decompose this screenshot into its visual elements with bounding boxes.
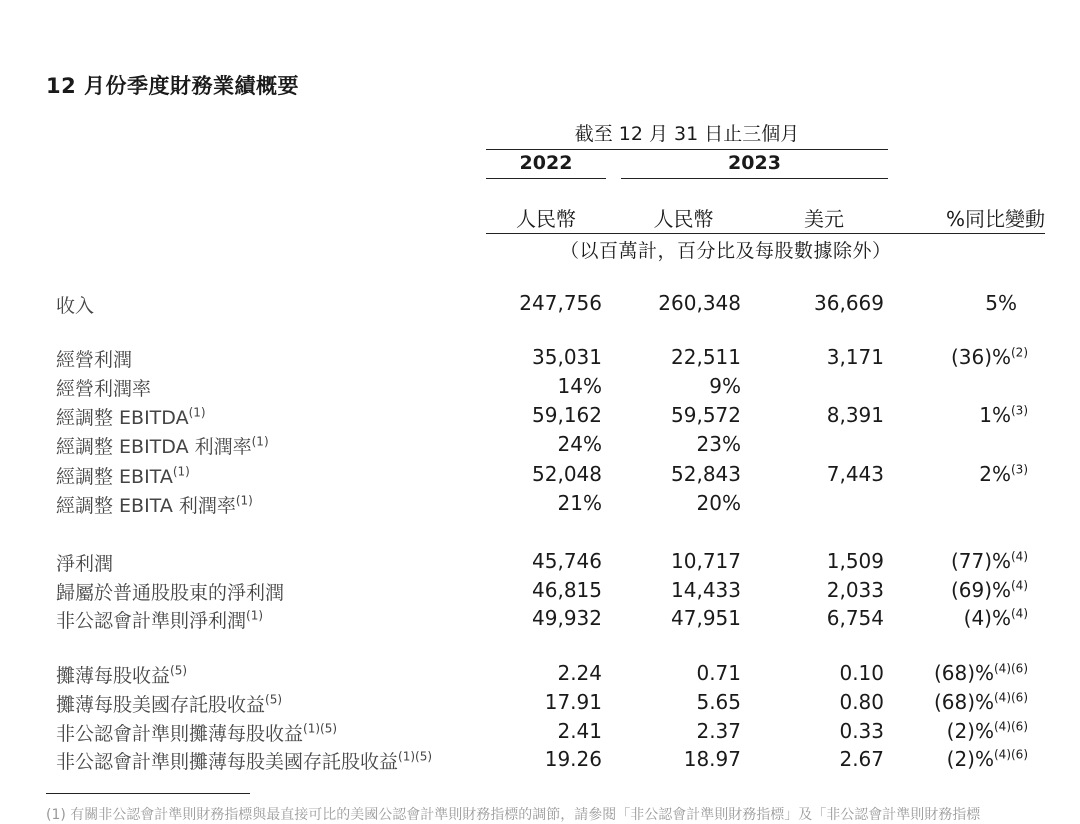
table-row: [0, 719, 1080, 749]
row-label-footnote-ref: (5): [265, 692, 283, 707]
yoy-change-text: (4)%: [963, 606, 1011, 630]
value-2022-rmb: 24%: [557, 432, 602, 456]
value-yoy-change: [979, 403, 1028, 427]
row-label: [56, 747, 432, 774]
value-2022-rmb: 2.41: [557, 719, 602, 743]
value-2022-rmb: 14%: [557, 374, 602, 398]
value-2022-rmb: 46,815: [532, 578, 602, 602]
row-label-text: 經調整 EBITA: [56, 466, 173, 488]
yoy-footnote-ref: (4)(6): [994, 747, 1028, 762]
value-2022-rmb: 21%: [557, 491, 602, 515]
footnote-rule: [46, 793, 250, 794]
table-row: [0, 747, 1080, 777]
value-2022-rmb: 52,048: [532, 462, 602, 486]
row-label-footnote-ref: (5): [170, 663, 188, 678]
value-2022-rmb: 247,756: [519, 291, 602, 315]
row-label-text: 經營利潤: [56, 349, 133, 371]
yoy-change-text: (77)%: [950, 549, 1011, 573]
yoy-footnote-ref: (2): [1011, 345, 1028, 360]
row-label-text: 淨利潤: [56, 553, 114, 575]
value-2023-usd: 1,509: [826, 549, 884, 573]
table-row: [0, 432, 1080, 462]
value-2023-usd: 3,171: [826, 345, 884, 369]
value-yoy-change: [951, 578, 1028, 602]
value-2023-rmb: 2.37: [696, 719, 741, 743]
value-yoy-change: [951, 345, 1028, 369]
value-2022-rmb: 2.24: [557, 661, 602, 685]
value-yoy-change: [947, 719, 1028, 743]
row-label: [56, 432, 269, 459]
value-2023-usd: 6,754: [826, 606, 884, 630]
row-label: [56, 578, 284, 605]
value-2023-usd: 2,033: [826, 578, 884, 602]
table-row: [0, 549, 1080, 579]
row-label-footnote-ref: (1)(5): [303, 721, 338, 736]
row-label: [56, 606, 263, 633]
yoy-footnote-ref: (3): [1011, 403, 1028, 418]
row-label: [56, 291, 94, 318]
row-label-text: 非公認會計準則淨利潤: [56, 610, 247, 632]
value-2022-rmb: 49,932: [532, 606, 602, 630]
yoy-footnote-ref: (3): [1011, 462, 1028, 477]
value-2023-usd: 2.67: [839, 747, 884, 771]
value-yoy-change: [934, 661, 1028, 685]
value-2023-usd: 0.80: [839, 690, 884, 714]
value-2023-usd: 0.10: [839, 661, 884, 685]
yoy-footnote-ref: (4): [1011, 578, 1028, 593]
yoy-change-text: 5%: [985, 291, 1017, 315]
row-label: [56, 345, 132, 372]
value-2022-rmb: 35,031: [532, 345, 602, 369]
row-label-text: 經調整 EBITA 利潤率: [56, 495, 236, 517]
value-2023-rmb: 260,348: [658, 291, 741, 315]
row-label: [56, 661, 187, 688]
row-label: [56, 719, 337, 746]
value-2023-rmb: 52,843: [671, 462, 741, 486]
value-2023-usd: 7,443: [826, 462, 884, 486]
yoy-change-text: (68)%: [933, 690, 994, 714]
value-2023-rmb: 20%: [696, 491, 741, 515]
yoy-footnote-ref: (4)(6): [994, 690, 1028, 705]
row-label-text: 經調整 EBITDA: [56, 407, 189, 429]
row-label-text: 非公認會計準則攤薄每股收益: [56, 723, 304, 745]
value-yoy-change: [947, 747, 1028, 771]
page-title: 12 月份季度財務業績概要: [46, 74, 300, 98]
table-row: [0, 403, 1080, 433]
value-2023-usd: 0.33: [839, 719, 884, 743]
row-label: [56, 462, 190, 489]
row-label: [56, 374, 151, 401]
yoy-change-text: (69)%: [950, 578, 1011, 602]
value-2023-rmb: 5.65: [696, 690, 741, 714]
table-row: [0, 374, 1080, 404]
table-row: [0, 661, 1080, 691]
currency-2023-rmb: 人民幣: [653, 207, 714, 231]
row-label-footnote-ref: (1): [246, 608, 264, 623]
row-label: [56, 403, 206, 430]
row-label: [56, 690, 282, 717]
value-2022-rmb: 59,162: [532, 403, 602, 427]
value-2023-rmb: 23%: [696, 432, 741, 456]
unit-note: （以百萬計，百分比及每股數據除外）: [560, 240, 892, 262]
yoy-change-text: 1%: [979, 403, 1011, 427]
value-2023-rmb: 47,951: [671, 606, 741, 630]
footnote: (1) 有關非公認會計準則財務指標與最直接可比的美國公認會計準則財務指標的調節，請參閱「非公認會計準則財務指標」及「非公認會計準則財務指標: [46, 807, 981, 823]
period-header-rule: [486, 149, 888, 150]
table-row: [0, 291, 1080, 321]
yoy-change-header: %同比變動: [945, 207, 1045, 231]
year-2023: 2023: [728, 152, 781, 174]
currency-header-rule: [486, 233, 1045, 234]
row-label-text: 攤薄每股美國存託股收益: [56, 694, 266, 716]
row-label-text: 攤薄每股收益: [56, 665, 171, 687]
period-header: 截至 12 月 31 日止三個月: [574, 123, 800, 145]
yoy-change-text: (68)%: [933, 661, 994, 685]
value-2023-rmb: 10,717: [671, 549, 741, 573]
yoy-footnote-ref: (4): [1011, 606, 1028, 621]
year-2022-rule: [486, 178, 606, 179]
year-2023-rule: [621, 178, 888, 179]
yoy-footnote-ref: (4): [1011, 549, 1028, 564]
value-yoy-change: [964, 606, 1028, 630]
currency-2023-usd: 美元: [804, 207, 844, 231]
row-label-text: 收入: [56, 295, 95, 317]
value-2023-rmb: 18.97: [683, 747, 741, 771]
value-2023-rmb: 59,572: [671, 403, 741, 427]
row-label-text: 經調整 EBITDA 利潤率: [56, 436, 252, 458]
value-yoy-change: [985, 291, 1017, 315]
yoy-change-text: (2)%: [946, 719, 994, 743]
value-2022-rmb: 17.91: [544, 690, 602, 714]
table-row: [0, 462, 1080, 492]
row-label-footnote-ref: (1): [172, 464, 190, 479]
value-2023-rmb: 0.71: [696, 661, 741, 685]
value-2022-rmb: 45,746: [532, 549, 602, 573]
table-row: [0, 345, 1080, 375]
value-2023-rmb: 9%: [709, 374, 741, 398]
row-label-text: 歸屬於普通股股東的淨利潤: [56, 582, 285, 604]
value-2023-usd: 8,391: [826, 403, 884, 427]
row-label-footnote-ref: (1): [188, 405, 206, 420]
row-label-text: 經營利潤率: [56, 378, 152, 400]
row-label-footnote-ref: (1): [251, 434, 269, 449]
yoy-footnote-ref: (4)(6): [994, 661, 1028, 676]
value-2023-rmb: 22,511: [671, 345, 741, 369]
table-row: [0, 606, 1080, 636]
value-2022-rmb: 19.26: [544, 747, 602, 771]
yoy-change-text: (36)%: [950, 345, 1011, 369]
table-row: [0, 491, 1080, 521]
yoy-change-text: 2%: [979, 462, 1011, 486]
table-row: [0, 578, 1080, 608]
value-yoy-change: [934, 690, 1028, 714]
row-label: [56, 549, 113, 576]
row-label-footnote-ref: (1)(5): [398, 749, 433, 764]
row-label: [56, 491, 253, 518]
value-2023-usd: 36,669: [814, 291, 884, 315]
yoy-change-text: (2)%: [946, 747, 994, 771]
yoy-footnote-ref: (4)(6): [994, 719, 1028, 734]
row-label-text: 非公認會計準則攤薄每股美國存託股收益: [56, 751, 399, 773]
table-row: [0, 690, 1080, 720]
year-2022: 2022: [519, 152, 573, 174]
value-yoy-change: [951, 549, 1028, 573]
value-2023-rmb: 14,433: [671, 578, 741, 602]
row-label-footnote-ref: (1): [235, 493, 253, 508]
currency-2022-rmb: 人民幣: [516, 207, 576, 231]
value-yoy-change: [979, 462, 1028, 486]
